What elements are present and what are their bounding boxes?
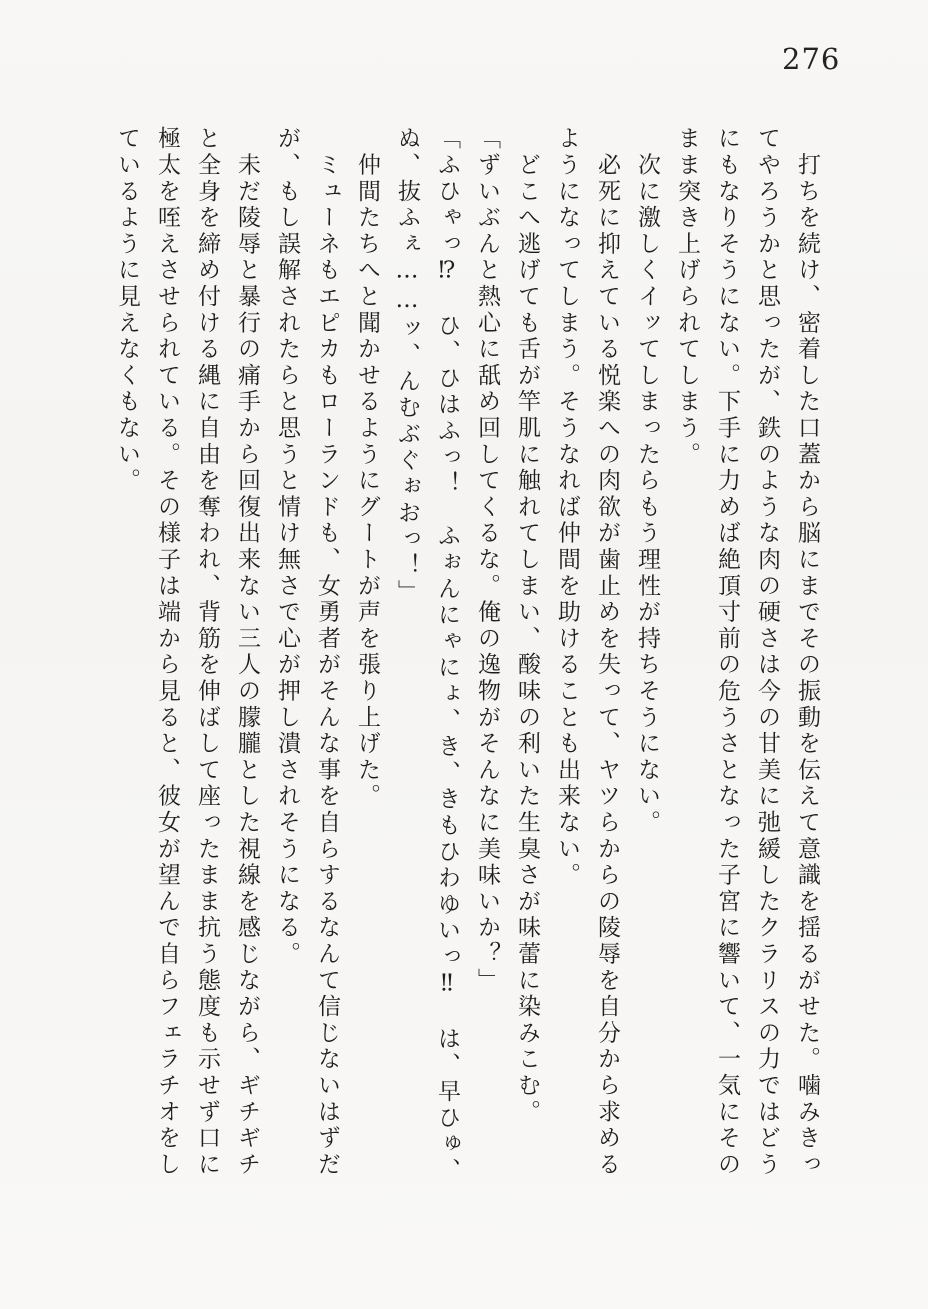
- vertical-text-block: [105, 126, 827, 1185]
- paragraph: 未だ陵辱と暴行の痛手から回復出来ない三人の朦朧とした視線を感じながら、ギチギチと全身を締め付ける縄に自由を奪われ、背筋を伸ばして座ったまま抗う態度も示せず口に極太を咥えさせられている。その様子は端から見ると、彼女が望んで自らフェラチオをしているように見えなくもない。: [114, 126, 260, 1178]
- paragraph-dialogue: 「ふひゃっ⁉ ひ、ひはふっ！ ふぉんにゃにょ、き、きもひわゆいっ‼ は、早ひゅ、ぬ、抜ふぇ……ッ、んむぶぐぉおっ！」: [394, 126, 460, 1184]
- paragraph: ミューネもエピカもローランドも、女勇者がそんな事を自らするなんて信じないはずだが、もし誤解されたらと思うと情け無さで心が押し潰されそうになる。: [274, 126, 340, 1178]
- paragraph: 打ちを続け、密着した口蓋から脳にまでその振動を伝えて意識を揺るがせた。噛みきってやろうかと思ったが、鉄のような肉の硬さは今の甘美に弛緩したクラリスの力ではどうにもなりそうにない。下手に力めば絶頂寸前の危うさとなった子宮に響いて、一気にそのまま突き上げられてしまう。: [674, 126, 820, 1178]
- paragraph-dialogue: 「ずいぶんと熱心に舐め回してくるな。俺の逸物がそんなに美味いか？」: [474, 126, 500, 994]
- paragraph: 次に激しくイッてしまったらもう理性が持ちそうにない。: [634, 126, 660, 837]
- paragraph: 必死に抑えている悦楽への肉欲が歯止めを失って、ヤツらからの陵辱を自分から求めるようになってしまう。そうなれば仲間を助けることも出来ない。: [554, 126, 620, 1178]
- page-number: 276: [782, 42, 841, 76]
- paragraph: どこへ逃げても舌が竿肌に触れてしまい、酸味の利いた生臭さが味蕾に染みこむ。: [514, 126, 540, 1126]
- paragraph: 仲間たちへと聞かせるようにグートが声を張り上げた。: [354, 126, 380, 810]
